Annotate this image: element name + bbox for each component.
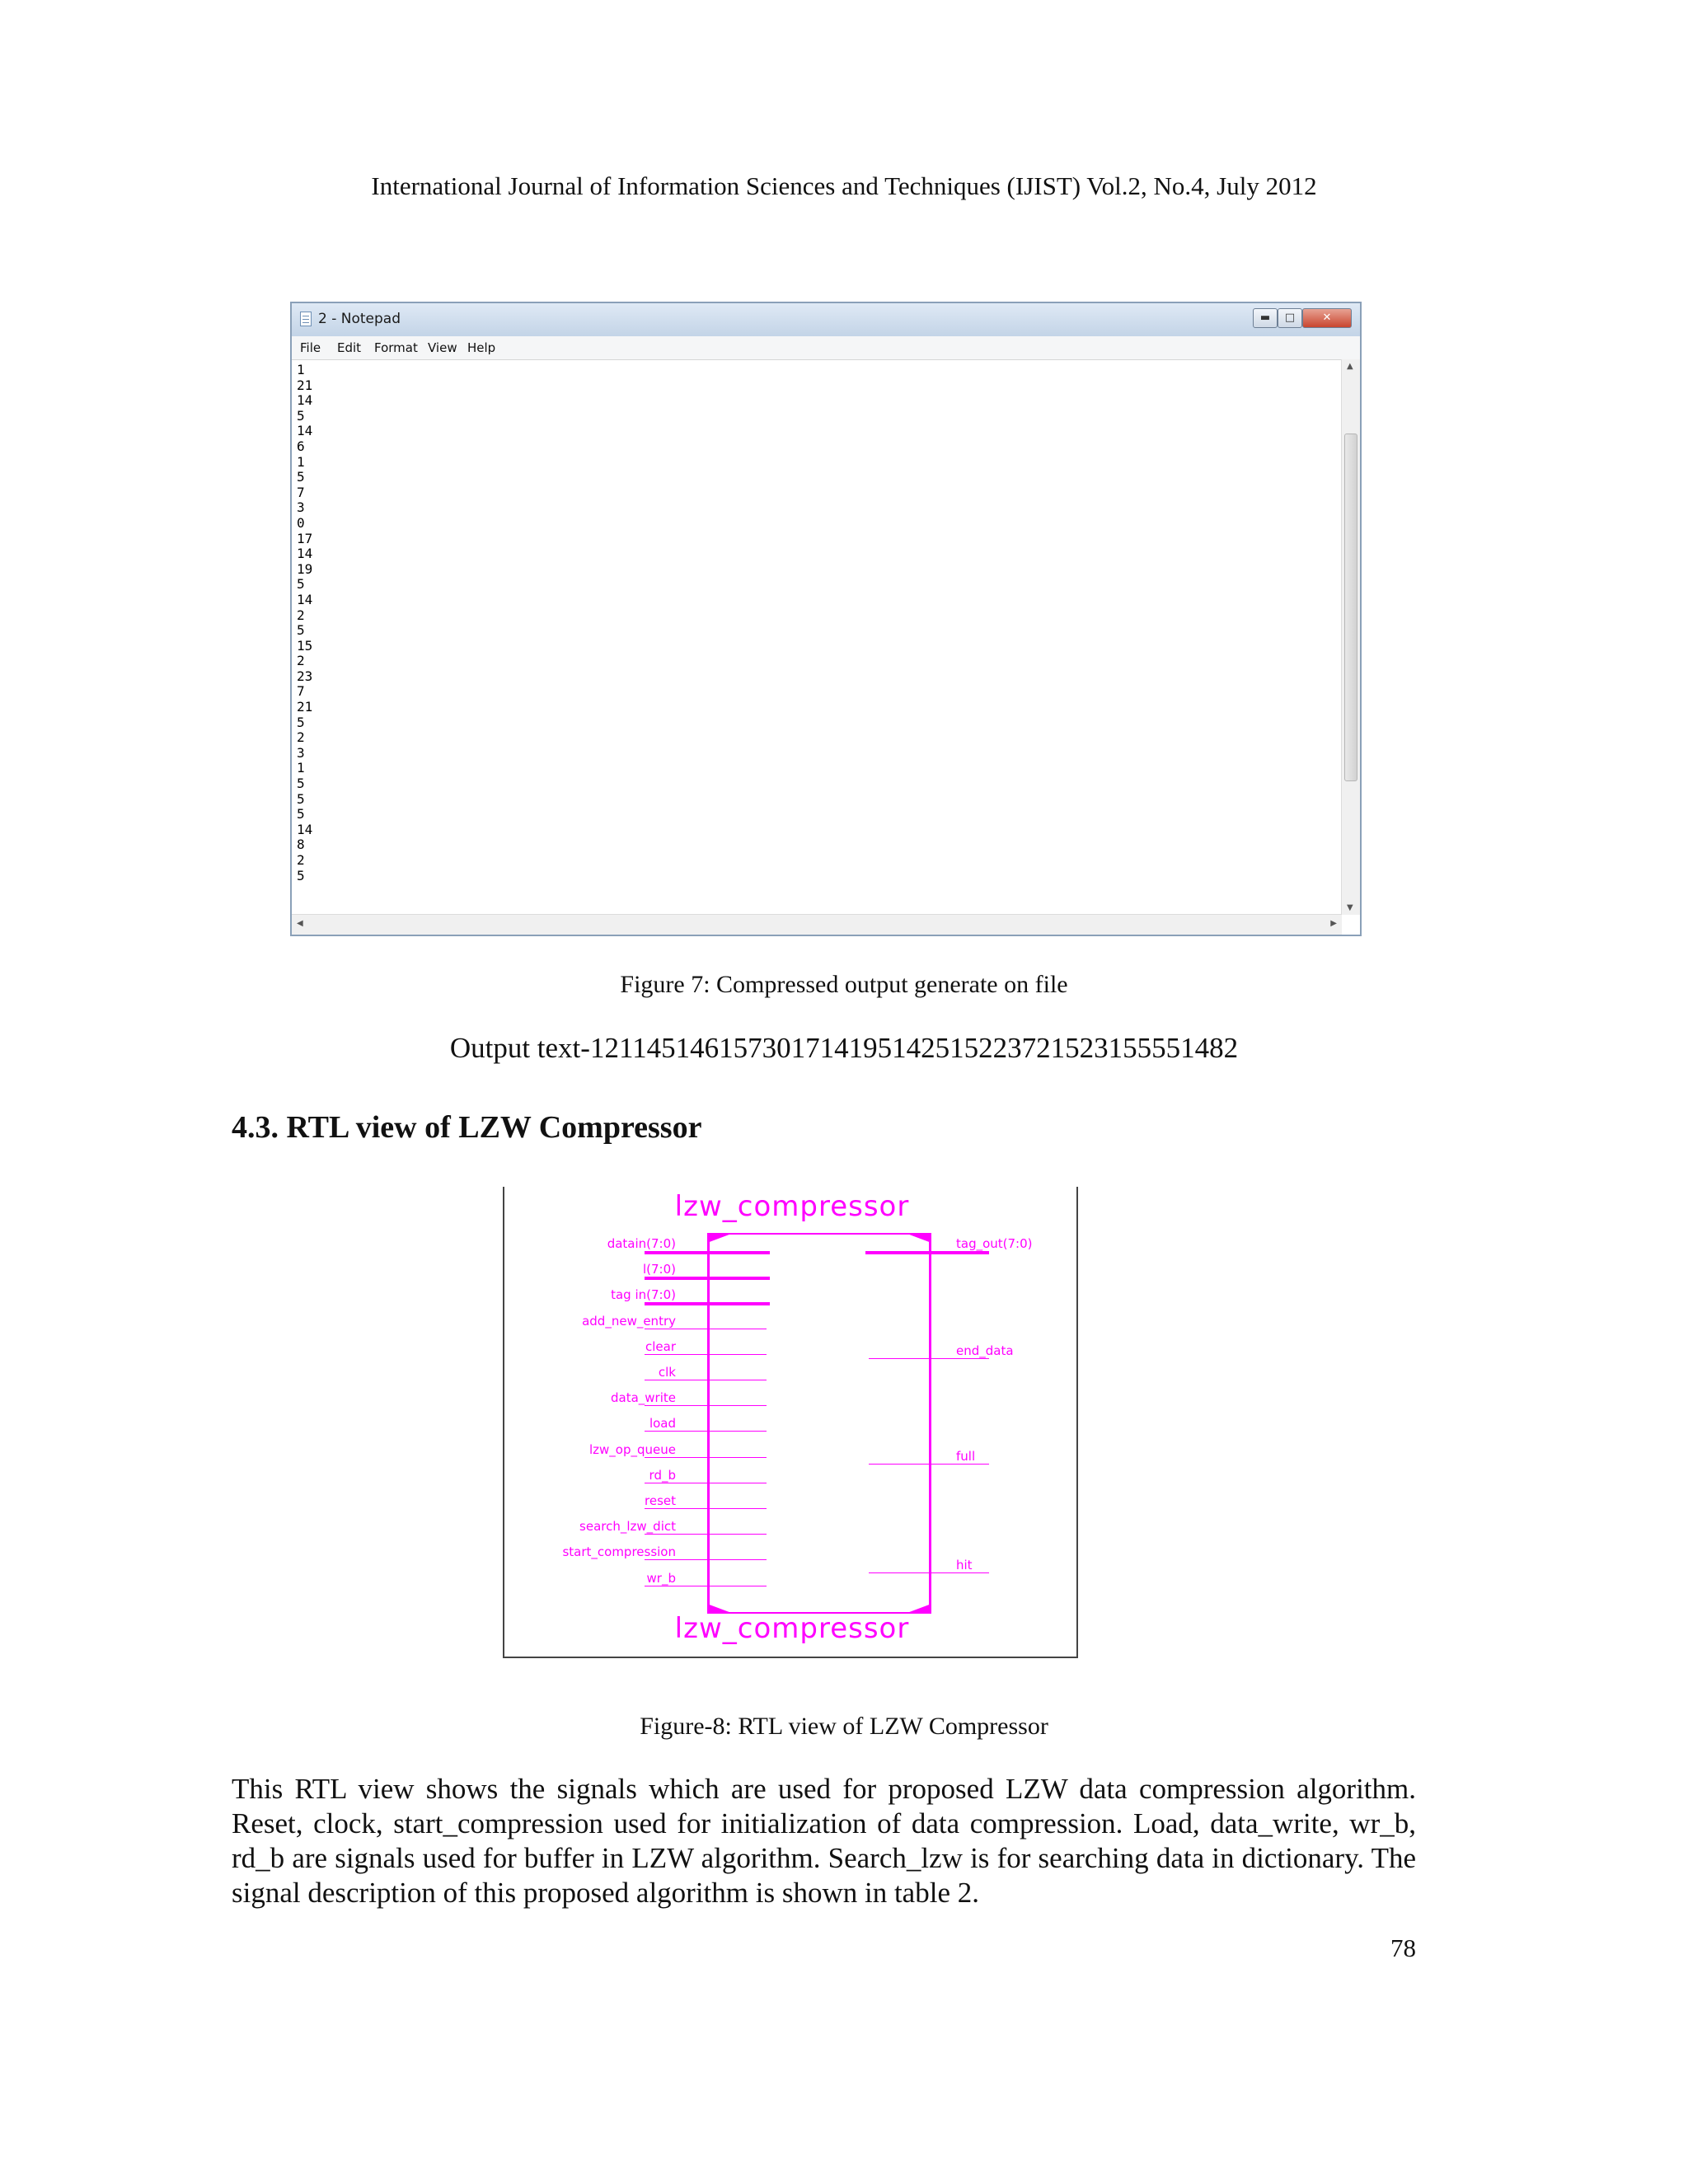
rtl-input-wire: [645, 1405, 767, 1406]
figure8-caption: Figure-8: RTL view of LZW Compressor: [640, 1713, 1048, 1740]
notepad-line: 15: [297, 637, 313, 654]
notepad-line: 5: [297, 790, 305, 807]
rtl-input-wire: [645, 1251, 770, 1254]
notepad-line: 14: [297, 591, 313, 607]
notepad-line: 5: [297, 714, 305, 730]
notepad-line: 7: [297, 484, 305, 500]
rtl-input-label: clear: [645, 1338, 676, 1354]
rtl-output-label: end_data: [956, 1343, 1014, 1358]
rtl-input-label: l(7:0): [642, 1262, 676, 1277]
notepad-line: 21: [297, 377, 313, 393]
notepad-line: 19: [297, 560, 313, 577]
notepad-line: 5: [297, 776, 305, 792]
figure7-caption: Figure 7: Compressed output generate on file: [620, 971, 1068, 998]
rtl-input-label: start_compression: [562, 1544, 676, 1560]
menu-edit[interactable]: Edit: [337, 340, 362, 355]
rtl-input-label: add_new_entry: [582, 1313, 676, 1329]
menu-view[interactable]: View: [428, 340, 457, 355]
notepad-line: 2: [297, 852, 305, 868]
notepad-line: 17: [297, 530, 313, 546]
rtl-bottom-label: lzw_compressor: [674, 1612, 910, 1645]
close-button[interactable]: ✕: [1302, 308, 1352, 328]
scroll-right-arrow-icon[interactable]: ▶: [1330, 919, 1337, 928]
notepad-text-area[interactable]: [297, 363, 1327, 907]
scroll-left-arrow-icon[interactable]: ◀: [297, 919, 303, 928]
notepad-line: 3: [297, 499, 305, 516]
notepad-line: 21: [297, 699, 313, 715]
notepad-line: 5: [297, 576, 305, 593]
page-number: 78: [1390, 1933, 1416, 1962]
rtl-output-label: tag_out(7:0): [956, 1236, 1033, 1251]
rtl-input-wire: [645, 1302, 770, 1305]
rtl-input-label: rd_b: [649, 1467, 676, 1483]
notepad-document-icon: [300, 312, 312, 326]
rtl-input-wire: [645, 1559, 767, 1560]
journal-header: International Journal of Information Sciences and Techniques (IJIST) Vol.2, No.4, July 2012: [371, 171, 1317, 200]
notepad-line: 23: [297, 668, 313, 684]
rtl-input-label: load: [649, 1416, 676, 1432]
notepad-line: 0: [297, 514, 305, 531]
notepad-line: 5: [297, 469, 305, 485]
rtl-input-label: datain(7:0): [607, 1236, 676, 1251]
rtl-output-label: full: [956, 1449, 976, 1464]
rtl-input-wire: [645, 1277, 770, 1280]
notepad-title-bar: [292, 303, 1360, 337]
rtl-output-wire: [869, 1464, 989, 1465]
rtl-output-wire: [865, 1251, 989, 1254]
rtl-output-label: hit: [956, 1558, 973, 1572]
scrollbar-thumb[interactable]: [1344, 434, 1357, 781]
notepad-line: 14: [297, 546, 313, 562]
notepad-title: 2 - Notepad: [318, 311, 401, 327]
menu-help[interactable]: Help: [467, 340, 496, 355]
rtl-input-label: reset: [645, 1493, 676, 1508]
output-text: Output text-121145146157301714195142515223721523155551482: [449, 1032, 1239, 1064]
rtl-input-wire: [645, 1508, 767, 1509]
rtl-top-label: lzw_compressor: [674, 1190, 910, 1223]
minimize-button[interactable]: ▬: [1253, 308, 1278, 328]
rtl-input-wire: [645, 1354, 767, 1355]
rtl-input-label: search_lzw_dict: [579, 1519, 676, 1535]
rtl-output-wire: [869, 1358, 989, 1359]
notepad-line: 1: [297, 453, 305, 470]
notepad-line: 14: [297, 821, 313, 837]
notepad-line: 2: [297, 653, 305, 669]
notepad-line: 6: [297, 438, 305, 454]
notepad-line: 5: [297, 407, 305, 424]
notepad-line: 1: [297, 363, 305, 377]
rtl-input-wire: [645, 1431, 767, 1432]
scroll-up-arrow-icon[interactable]: ▲: [1347, 362, 1353, 371]
rtl-input-label: tag in(7:0): [611, 1287, 676, 1303]
notepad-line: 2: [297, 607, 305, 623]
rtl-block: [707, 1233, 931, 1614]
rtl-input-wire: [645, 1534, 767, 1535]
rtl-input-wire: [645, 1457, 767, 1458]
notepad-line: 3: [297, 744, 305, 761]
rtl-figure: [503, 1187, 1078, 1658]
scroll-down-arrow-icon[interactable]: ▼: [1347, 903, 1353, 912]
notepad-line: 5: [297, 867, 305, 883]
notepad-line: 14: [297, 423, 313, 439]
rtl-input-label: lzw_op_queue: [589, 1441, 676, 1457]
rtl-output-wire: [869, 1572, 989, 1573]
notepad-line: 7: [297, 683, 305, 700]
section-heading: 4.3. RTL view of LZW Compressor: [232, 1110, 702, 1145]
notepad-window: [290, 302, 1362, 936]
horizontal-scrollbar[interactable]: [292, 914, 1342, 935]
notepad-line: 1: [297, 760, 305, 776]
body-paragraph: This RTL view shows the signals which are used for proposed LZW data compression algorithm. Reset, clock, start_compression used for initialization of data compression. Load, data_write, wr_b, rd_b are signals used for buffer in LZW algorithm. Search_lzw is for searching data in dictionary. The signal description of this proposed algorithm is shown in table 2.: [232, 1773, 1416, 1909]
notepad-line: 5: [297, 806, 305, 823]
notepad-line: 2: [297, 729, 305, 746]
rtl-input-label: clk: [658, 1365, 676, 1380]
notepad-line: 14: [297, 392, 313, 409]
maximize-button[interactable]: □: [1278, 308, 1302, 328]
notepad-line: 5: [297, 622, 305, 639]
notepad-line: 8: [297, 837, 305, 853]
rtl-input-label: data_write: [611, 1390, 676, 1406]
menu-format[interactable]: Format: [374, 340, 418, 355]
notepad-menu-bar: [292, 336, 1360, 360]
vertical-scrollbar[interactable]: [1341, 359, 1360, 915]
rtl-input-label: wr_b: [646, 1570, 676, 1586]
menu-file[interactable]: File: [300, 340, 321, 355]
